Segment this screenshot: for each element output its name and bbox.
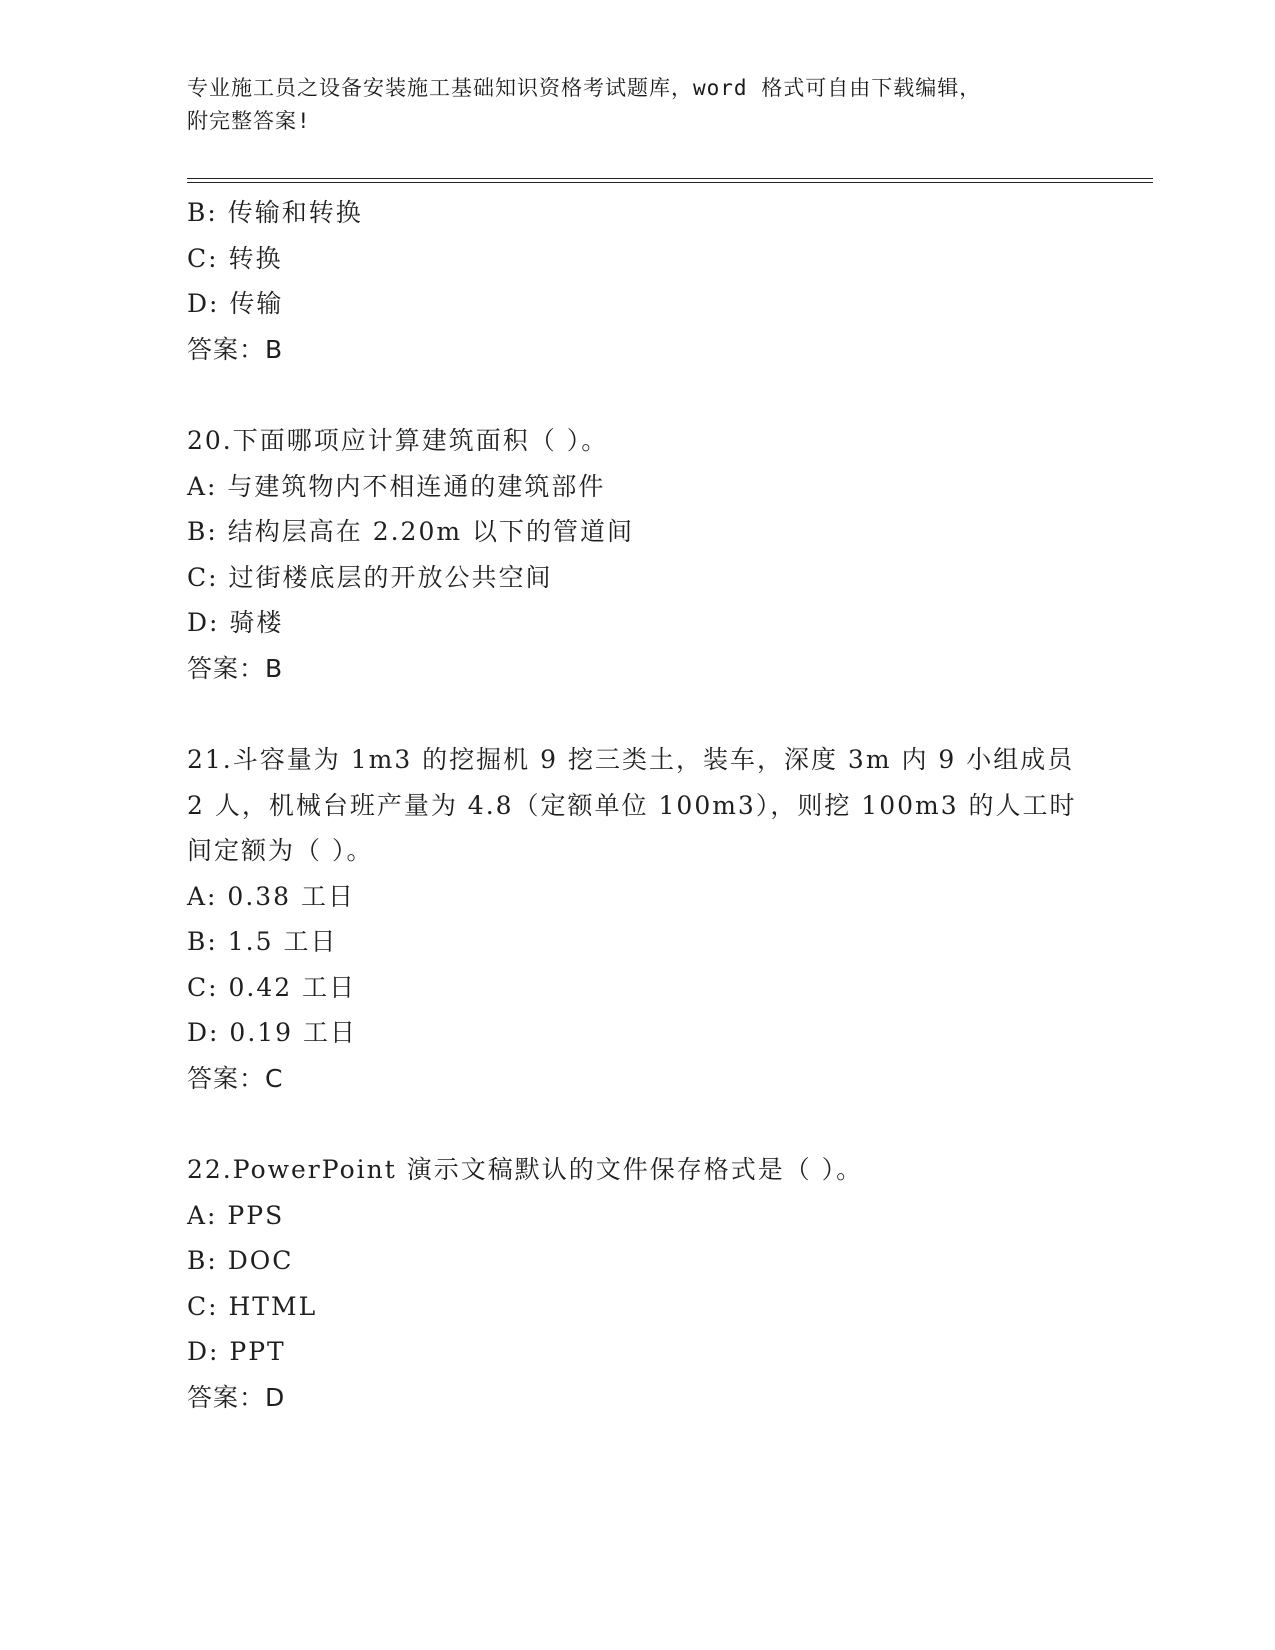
- option-d: D: PPT: [187, 1337, 286, 1366]
- option-c: C: HTML: [187, 1291, 318, 1321]
- option-c: C: 过街楼底层的开放公共空间: [187, 562, 553, 592]
- question-21: [187, 737, 1087, 1101]
- option-a: A: 0.38 工日: [187, 881, 356, 911]
- option-b: B: 1.5 工日: [187, 927, 338, 956]
- question-text: [187, 1147, 1067, 1193]
- header-divider-bottom: [187, 182, 1153, 183]
- answer-line: 答案：D: [187, 1382, 286, 1412]
- spacer: [187, 372, 1087, 418]
- question-text-line: 21.斗容量为 1m3 的挖掘机 9 挖三类土，装车，深度 3m 内 9 小组成员: [187, 745, 1075, 774]
- question-text-line: 2 人，机械台班产量为 4.8（定额单位 100m3），则挖 100m3 的人工时: [187, 790, 1077, 820]
- answer-line: 答案：C: [187, 1063, 284, 1093]
- question-text: [187, 737, 1077, 874]
- option-a: A: 与建筑物内不相连通的建筑部件: [187, 471, 606, 501]
- header-line-1: 专业施工员之设备安装施工基础知识资格考试题库，word 格式可自由下载编辑，: [187, 76, 982, 100]
- question-text-line: 22.PowerPoint 演示文稿默认的文件保存格式是（ ）。: [187, 1155, 864, 1184]
- spacer: [187, 1101, 1087, 1147]
- option-c: C: 转换: [187, 243, 283, 273]
- option-b: B: 结构层高在 2.20m 以下的管道间: [187, 517, 635, 546]
- option-c: C: 0.42 工日: [187, 972, 357, 1002]
- option-d: D: 0.19 工日: [187, 1018, 358, 1047]
- document-header: [187, 72, 1087, 138]
- option-a: A: PPS: [187, 1200, 285, 1230]
- question-text: [187, 418, 1067, 464]
- option-b: B: 传输和转换: [187, 198, 363, 227]
- question-20: [187, 418, 1087, 691]
- question-text-line: 20.下面哪项应计算建筑面积（ ）。: [187, 426, 609, 455]
- question-19-continued: [187, 190, 1087, 372]
- question-list: [187, 190, 1087, 1420]
- header-line-2: 附完整答案!: [187, 109, 311, 133]
- option-d: D: 传输: [187, 289, 284, 318]
- answer-line: 答案：B: [187, 653, 284, 683]
- question-22: [187, 1147, 1087, 1420]
- answer-line: 答案：B: [187, 334, 284, 364]
- spacer: [187, 691, 1087, 737]
- header-divider-top: [187, 178, 1153, 179]
- option-d: D: 骑楼: [187, 608, 284, 637]
- question-text-line: 间定额为（ ）。: [187, 836, 374, 865]
- option-b: B: DOC: [187, 1246, 294, 1275]
